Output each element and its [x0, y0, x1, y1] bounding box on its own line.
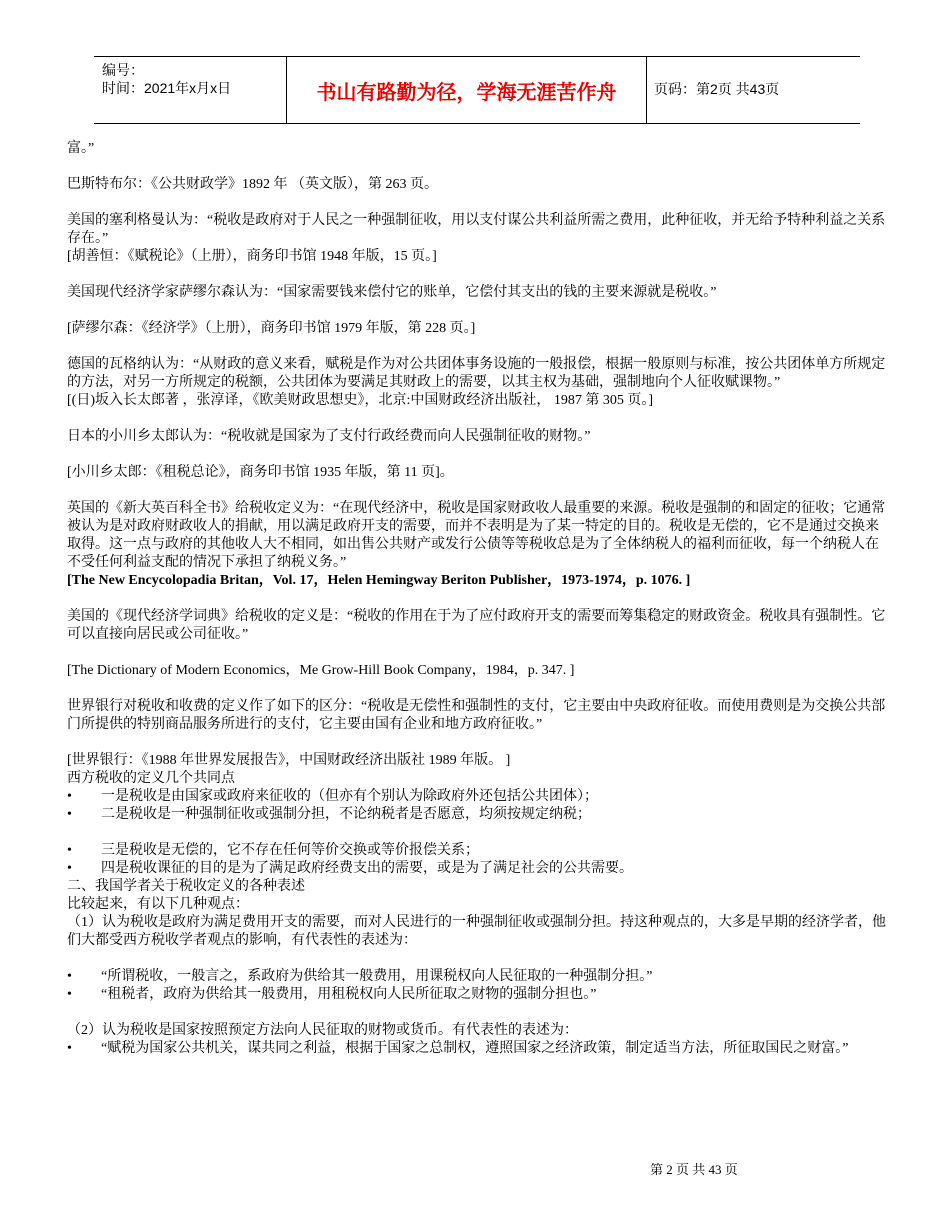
list-item: [67, 860, 887, 878]
list-item: [67, 788, 887, 806]
list-item: [67, 968, 887, 986]
paragraph: （1）认为税收是政府为满足费用开支的需要，而对人民进行的一种强制征收或强制分担。持这种观点的，大多是早期的经济学者，他们大都受西方税收学者观点的影响，有代表性的表述为：: [67, 915, 886, 948]
paragraph: 美国的《现代经济学词典》给税收的定义是：“税收的作用在于为了应付政府开支的需要而筹集稳定的财政资金。税收具有强制性。它可以直接向居民或公司征收。”: [67, 609, 886, 642]
citation: [萨缪尔森：《经济学》（上册），商务印书馆 1979 年版，第 228 页。]: [67, 321, 476, 336]
paragraph: 巴斯特布尔：《公共财政学》1892 年 （英文版），第 263 页。: [67, 177, 438, 192]
paragraph: 美国的塞利格曼认为：“税收是政府对于人民之一种强制征收，用以支付谋公共利益所需之费用，此种征收，并无给予特种利益之关系存在。”: [67, 213, 886, 246]
citation: [小川乡太郎：《租税总论》，商务印书馆 1935 年版，第 11 页]。: [67, 465, 454, 480]
document-time-label: 时间：2021年x月x日: [102, 80, 232, 96]
paragraph: 富。”: [67, 141, 95, 156]
citation: [The New Encycolopadia Britan，Vol. 17，Helen Hemingway Beriton Publisher，1973-1974，p. 1076. ]: [67, 573, 691, 588]
citation: [世界银行：《1988 年世界发展报告》，中国财政经济出版社 1989 年版。 ]: [67, 753, 511, 768]
bullet-icon: •: [67, 789, 72, 804]
list-item-text: 三是税收是无偿的，它不存在任何等价交换或等价报偿关系；: [101, 843, 479, 858]
list-item-text: “赋税为国家公共机关，谋共同之利益，根据于国家之总制权，遵照国家之经济政策，制定适当方法，所征取国民之财富。”: [101, 1041, 849, 1056]
document-body: [67, 140, 887, 1058]
paragraph: 日本的小川乡太郎认为：“税收就是国家为了支付行政经费而向人民强制征收的财物。”: [67, 429, 591, 444]
paragraph: （2）认为税收是国家按照预定方法向人民征取的财物或货币。有代表性的表述为：: [67, 1023, 578, 1038]
list-item: [67, 842, 887, 860]
bullet-icon: •: [67, 843, 72, 858]
citation: [The Dictionary of Modern Economics，Me Grow-Hill Book Company，1984，p. 347. ]: [67, 663, 575, 678]
section-heading: 西方税收的定义几个共同点: [67, 771, 235, 786]
list-item-text: 二是税收是一种强制征收或强制分担，不论纳税者是否愿意，均须按规定纳税；: [101, 807, 591, 822]
header-motto: 书山有路勤为径，学海无涯苦作舟: [287, 57, 647, 123]
list-item-text: “所谓税收，一般言之，系政府为供给其一般费用，用课税权向人民征取的一种强制分担。”: [101, 969, 653, 984]
page-footer: 第 2 页 共 43 页: [650, 1162, 738, 1177]
document-number-label: 编号：: [102, 62, 144, 78]
bullet-icon: •: [67, 807, 72, 822]
bullet-icon: •: [67, 1041, 72, 1056]
bullet-icon: •: [67, 987, 72, 1002]
citation: [胡善恒：《赋税论》（上册），商务印书馆 1948 年版，15 页。]: [67, 249, 437, 264]
paragraph: 英国的《新大英百科全书》给税收定义为：“在现代经济中，税收是国家财政收人最重要的来源。税收是强制的和固定的征收；它通常被认为是对政府财政收人的捐献，用以满足政府开支的需要，而并不表明是为了某一特定的目的。税收是无偿的，它不是通过交换来取得。这一点与政府的其他收人大不相同，如出售公共财产或发行公债等等税收总是为了全体纳税人的福利而征收，每一个纳税人在不受任何利益支配的情况下承担了纳税义务。”: [67, 501, 886, 570]
paragraph: 美国现代经济学家萨缪尔森认为：“国家需要钱来偿付它的账单，它偿付其支出的钱的主要来源就是税收。”: [67, 285, 717, 300]
list-item-text: 一是税收是由国家或政府来征收的（但亦有个别认为除政府外还包括公共团体）；: [101, 789, 598, 804]
header-page-label: 页码：第2页 共43页: [654, 81, 780, 97]
section-heading: 二、我国学者关于税收定义的各种表述: [67, 879, 305, 894]
paragraph: 德国的瓦格纳认为：“从财政的意义来看，赋税是作为对公共团体事务设施的一般报偿，根据一般原则与标准，按公共团体单方所规定的方法，对另一方所规定的税额，公共团体为要满足其财政上的需要，以其主权为基础，强制地向个人征收赋课物。”: [67, 357, 886, 390]
list-item: [67, 1040, 887, 1058]
list-item: [67, 986, 887, 1004]
list-item-text: 四是税收课征的目的是为了满足政府经费支出的需要，或是为了满足社会的公共需要。: [101, 861, 633, 876]
header-info-cell: [94, 57, 287, 123]
paragraph: 世界银行对税收和收费的定义作了如下的区分：“税收是无偿性和强制性的支付，它主要由中央政府征收。而使用费则是为交换公共部门所提供的特别商品服务所进行的支付，它主要由国有企业和地方政府征收。”: [67, 699, 886, 732]
list-item: [67, 806, 887, 824]
bullet-icon: •: [67, 969, 72, 984]
document-header: [94, 56, 860, 124]
list-item-text: “租税者，政府为供给其一般费用，用租税权向人民所征取之财物的强制分担也。”: [101, 987, 597, 1002]
citation: [(日)坂入长太郎著 ，张淳译，《欧美财政思想史》，北京:中国财政经济出版社， 1987 第 305 页。]: [67, 393, 654, 408]
paragraph: 比较起来，有以下几种观点：: [67, 897, 249, 912]
bullet-icon: •: [67, 861, 72, 876]
